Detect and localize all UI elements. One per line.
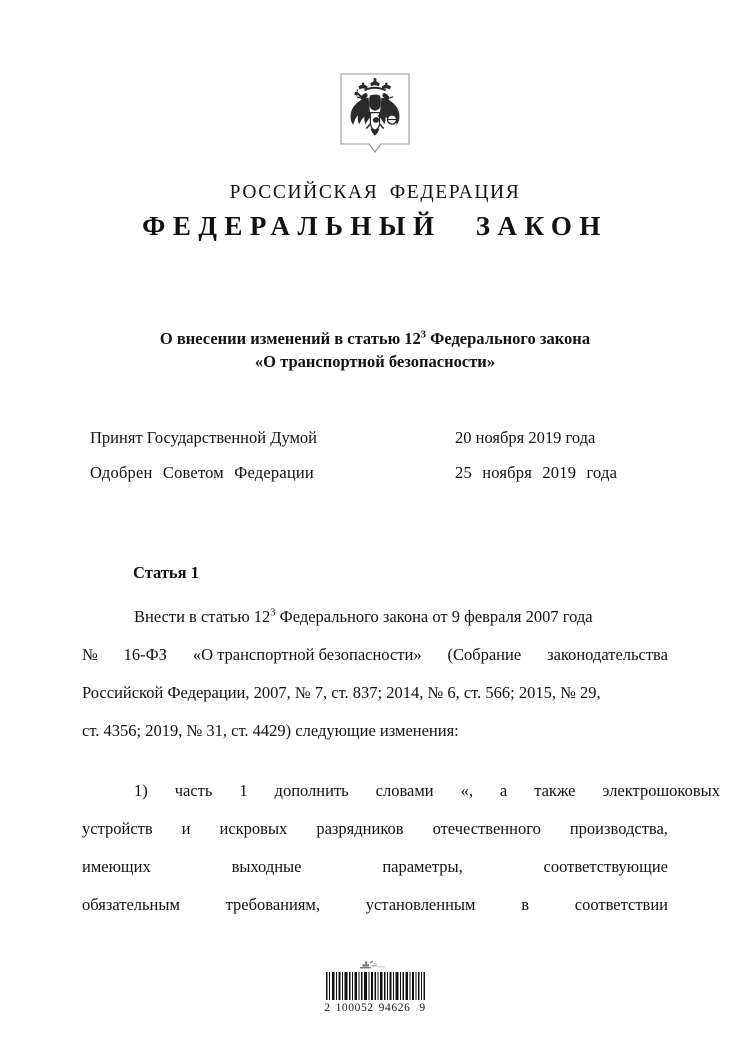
intro-superscript: 3 — [270, 607, 276, 619]
document-title-superscript: 3 — [420, 329, 427, 341]
item1-line-1-h: также — [534, 781, 576, 800]
paragraph-intro — [82, 598, 668, 750]
print-mark-icon — [358, 958, 392, 970]
item1-line-1-f: «, — [460, 781, 473, 800]
item1-line-4-d: в — [521, 895, 529, 914]
barcode-group-3: 94626 — [378, 1002, 411, 1014]
intro-line-4: ст. 4356; 2019, № 31, ст. 4429) следующие изменения: — [82, 721, 459, 740]
item1-line-2-c: искровых — [219, 819, 288, 838]
intro-line-3: Российской Федерации, 2007, № 7, ст. 837; 2014, № 6, ст. 566; 2015, № 29, — [82, 683, 601, 702]
document-title-line-1-tail: Федерального закона — [426, 329, 591, 348]
item1-line-3-a: имеющих — [82, 857, 151, 876]
item1-line-2-f: производства, — [569, 819, 668, 838]
intro-line-1 — [82, 598, 668, 636]
document-title-line-1 — [96, 327, 654, 350]
intro-line-2-b: 16-ФЗ — [123, 645, 167, 664]
document-title-line-1-text: О внесении изменений в статью 12 — [159, 329, 421, 348]
barcode-group-4: 9 — [419, 1002, 426, 1014]
item1-line-3-b: выходные — [231, 857, 302, 876]
council-label: Одобрен Советом Федерации — [90, 463, 314, 482]
item1-line-2-b: и — [181, 819, 191, 838]
intro-line-2-e: законодательства — [547, 645, 668, 664]
paragraph-gap — [82, 750, 668, 772]
document-title — [96, 327, 654, 373]
country-heading: РОССИЙСКАЯ ФЕДЕРАЦИЯ — [229, 182, 521, 203]
duma-date: 20 ноября 2019 года — [455, 428, 596, 447]
duma-label: Принят Государственной Думой — [90, 428, 318, 447]
item1-line-1-c: 1 — [239, 781, 248, 800]
item1-line-1-e: словами — [375, 781, 434, 800]
council-date: 25 ноября 2019 года — [455, 463, 618, 482]
item1-line-1-d: дополнить — [274, 781, 349, 800]
item1-line-1-i: электрошоковых — [602, 781, 720, 800]
adoption-row-duma — [90, 428, 668, 463]
law-type-heading: ФЕДЕРАЛЬНЫЙ ЗАКОН — [142, 211, 608, 241]
barcode-digits — [324, 1002, 426, 1014]
item1-line-3-d: соответствующие — [543, 857, 668, 876]
item1-line-4-e: соответствии — [574, 895, 668, 914]
item1-line-3 — [82, 848, 668, 886]
document-title-line-2: «О транспортной безопасности» — [254, 352, 496, 371]
emblem-container — [0, 72, 750, 176]
article-body — [82, 598, 720, 924]
item1-line-2-a: устройств — [82, 819, 153, 838]
intro-line-1-seg2: Федерального закона от 9 февраля 2007 года — [275, 607, 593, 626]
adoption-block — [90, 428, 668, 498]
barcode-image — [325, 972, 426, 1000]
item1-line-4-a: обязательным — [82, 895, 180, 914]
adoption-row-council — [90, 463, 668, 498]
item1-line-1-a: 1) — [134, 781, 148, 800]
item1-line-1-b: часть — [174, 781, 213, 800]
barcode-group-2: 100052 — [335, 1002, 374, 1014]
intro-line-2 — [82, 636, 668, 674]
paragraph-item-1 — [82, 772, 720, 924]
item1-line-2-e: отечественного — [432, 819, 541, 838]
item1-line-4 — [82, 886, 668, 924]
barcode-area — [0, 958, 750, 1014]
intro-line-2-c: «О транспортной безопасности» — [192, 645, 422, 664]
intro-line-1-seg1: Внести в статью 12 — [134, 607, 271, 626]
item1-line-2 — [82, 810, 668, 848]
barcode-group-1: 2 — [324, 1002, 331, 1014]
item1-line-4-c: установленным — [365, 895, 476, 914]
item1-line-1-g: а — [499, 781, 508, 800]
article-heading: Статья 1 — [133, 563, 199, 582]
coat-of-arms-icon — [337, 72, 413, 176]
item1-line-2-d: разрядников — [316, 819, 404, 838]
item1-line-3-c: параметры, — [382, 857, 463, 876]
intro-line-2-a: № — [82, 645, 98, 664]
item1-line-4-b: требованиям, — [225, 895, 320, 914]
item1-line-1 — [82, 772, 720, 810]
intro-line-2-d: (Собрание — [447, 645, 522, 664]
